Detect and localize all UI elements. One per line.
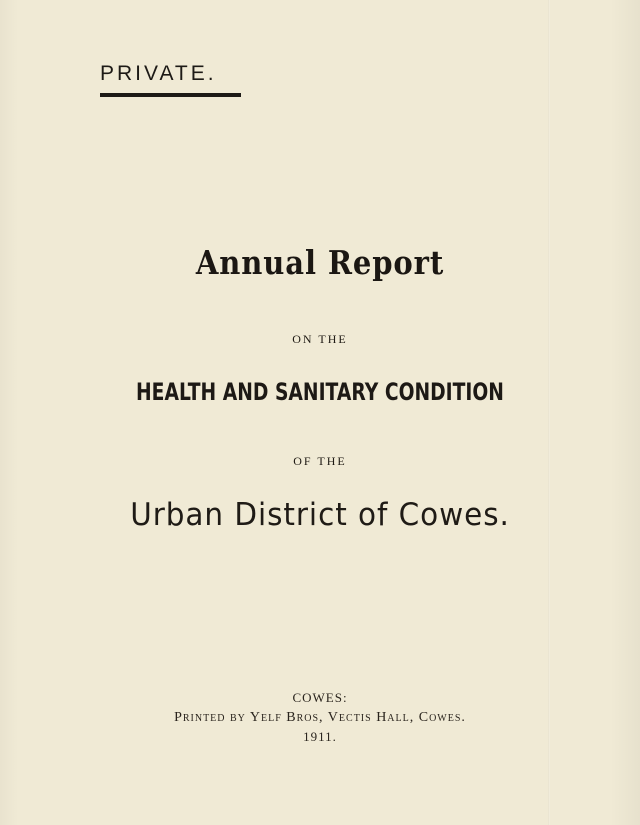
of-the-text: OF THE bbox=[293, 454, 347, 468]
imprint-printer: Printed by Yelf Bros, Vectis Hall, Cowes. bbox=[174, 710, 466, 725]
on-the-text: ON THE bbox=[292, 332, 348, 346]
imprint-place: COWES: bbox=[292, 690, 348, 705]
report-subject: HEALTH AND SANITARY CONDITION bbox=[136, 378, 504, 406]
private-underline bbox=[100, 93, 241, 97]
report-title: Annual Report bbox=[195, 243, 445, 282]
district-name: Urban District of Cowes. bbox=[130, 497, 510, 533]
imprint-year: 1911. bbox=[303, 729, 337, 744]
private-label: PRIVATE. bbox=[100, 62, 217, 85]
